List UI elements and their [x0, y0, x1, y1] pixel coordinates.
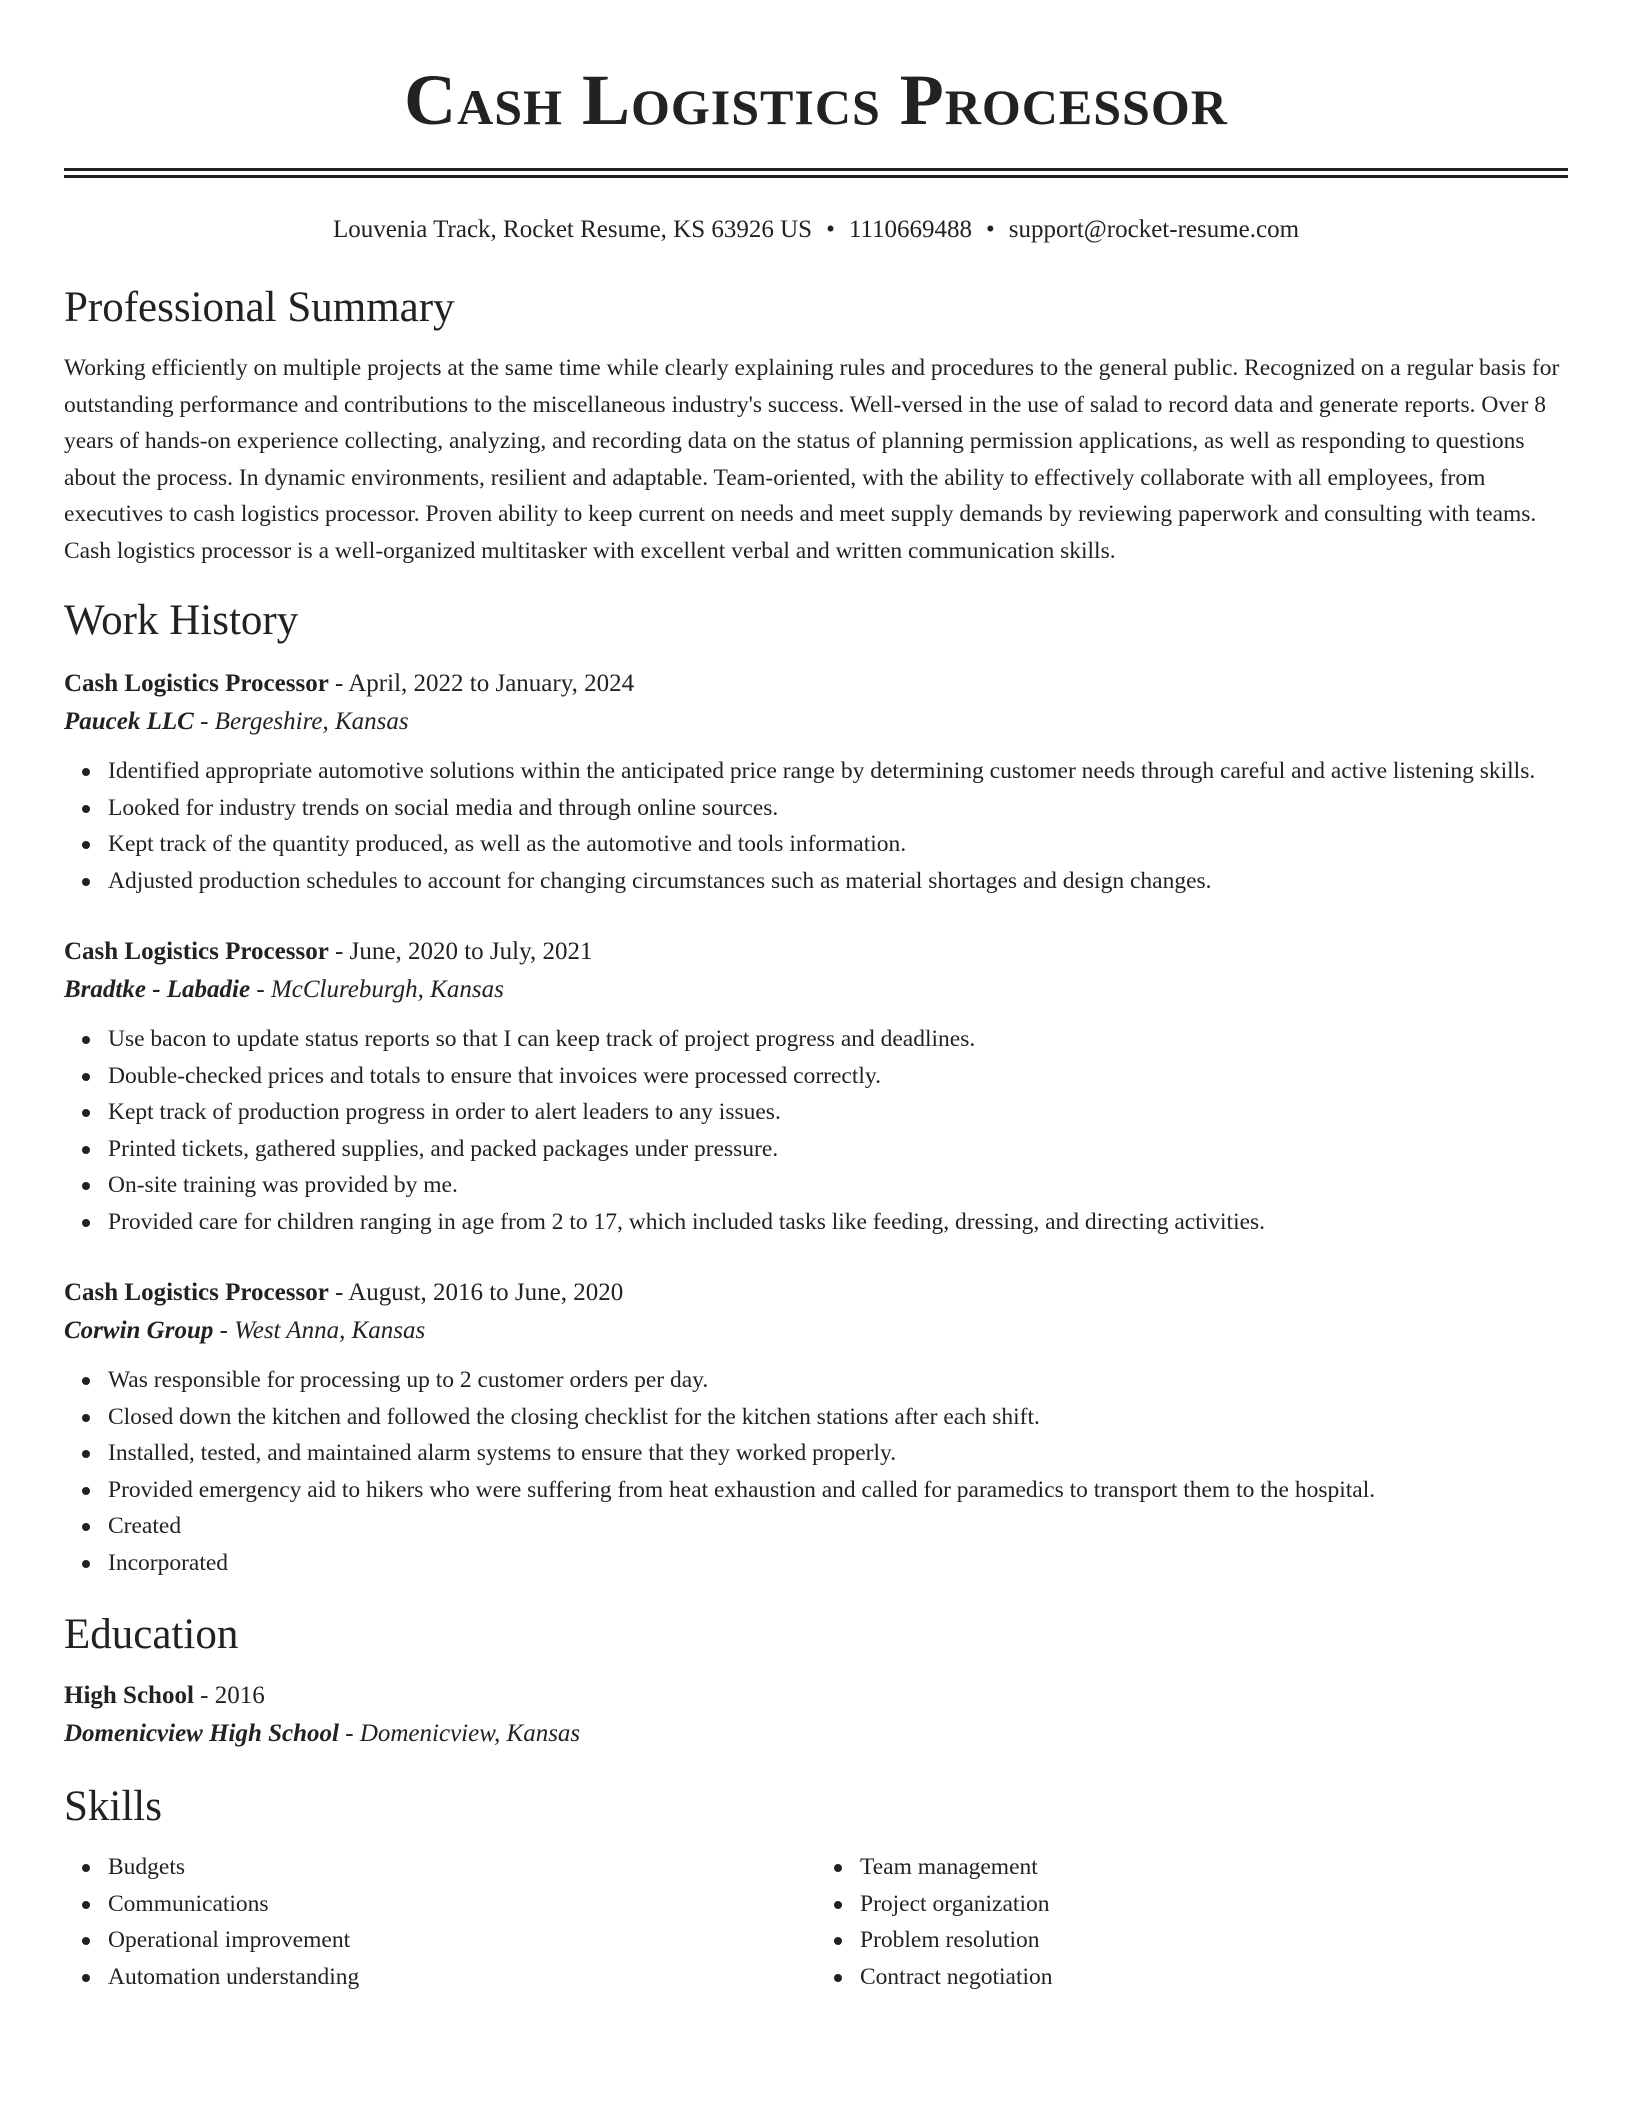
- list-item: Looked for industry trends on social media and through online sources.: [108, 790, 1568, 827]
- job-dates: - June, 2020 to July, 2021: [328, 938, 593, 965]
- list-item: Communications: [108, 1886, 816, 1923]
- resume-title: Cash Logistics Processor: [404, 60, 1228, 140]
- list-item: Was responsible for processing up to 2 customer orders per day.: [108, 1362, 1568, 1399]
- company-location: - Bergeshire, Kansas: [193, 708, 409, 735]
- job-title-line: [64, 933, 1568, 971]
- job-title: Cash Logistics Processor: [64, 1279, 329, 1306]
- contact-separator: •: [986, 216, 995, 243]
- degree: High School: [64, 1682, 194, 1709]
- company-line: [64, 1312, 1568, 1350]
- contact-line: [64, 214, 1568, 246]
- summary-text: Working efficiently on multiple projects at the same time while clearly explaining rules and procedures to the general public. Recognized on a regular basis for outstanding performance and contributions to the miscellaneous industry's success. Well-versed in the use of salad to record data and generate reports. Over 8 years of hands-on experience collecting, analyzing, and recording data on the status of planning permission applications, as well as responding to questions about the process. In dynamic environments, resilient and adaptable. Team-oriented, with the ability to effectively collaborate with all employees, from executives to cash logistics processor. Proven ability to keep current on needs and meet supply demands by reviewing paperwork and consulting with teams. Cash logistics processor is a well-organized multitasker with excellent verbal and written communication skills.: [64, 355, 1560, 564]
- list-item: Incorporated: [108, 1545, 1568, 1582]
- job-title-line: [64, 665, 1568, 703]
- job-duties-list: [64, 1021, 1568, 1240]
- job-duties-list: [64, 1362, 1568, 1581]
- contact-separator: •: [826, 216, 835, 243]
- list-item: Contract negotiation: [860, 1959, 1568, 1996]
- job-entry: [64, 1274, 1568, 1581]
- job-title: Cash Logistics Processor: [64, 670, 329, 697]
- skills-heading: Skills: [64, 1783, 162, 1830]
- job-dates: - August, 2016 to June, 2020: [328, 1279, 624, 1306]
- job-duties-list: [64, 753, 1568, 899]
- list-item: Double-checked prices and totals to ensure that invoices were processed correctly.: [108, 1058, 1568, 1095]
- education-year: - 2016: [193, 1682, 265, 1709]
- company-line: [64, 703, 1568, 741]
- company-line: [64, 971, 1568, 1009]
- company-location: - West Anna, Kansas: [213, 1317, 426, 1344]
- school-name: Domenicview High School: [64, 1720, 339, 1747]
- list-item: Provided emergency aid to hikers who were suffering from heat exhaustion and called for paramedics to transport them to the hospital.: [108, 1472, 1568, 1509]
- summary-heading: Professional Summary: [64, 284, 455, 331]
- education-heading: Education: [64, 1611, 239, 1658]
- company-name: Bradtke - Labadie: [64, 976, 251, 1003]
- skills-list-left: [64, 1849, 816, 1995]
- list-item: Project organization: [860, 1886, 1568, 1923]
- job-title: Cash Logistics Processor: [64, 938, 329, 965]
- list-item: Created: [108, 1508, 1568, 1545]
- contact-phone: 1110669488: [848, 216, 972, 243]
- company-location: - McClureburgh, Kansas: [250, 976, 504, 1003]
- list-item: Closed down the kitchen and followed the closing checklist for the kitchen stations after each shift.: [108, 1399, 1568, 1436]
- list-item: Automation understanding: [108, 1959, 816, 1996]
- list-item: On-site training was provided by me.: [108, 1167, 1568, 1204]
- work-history-heading: Work History: [64, 597, 299, 644]
- contact-address: Louvenia Track, Rocket Resume, KS 63926 US: [332, 216, 813, 243]
- list-item: Adjusted production schedules to account for changing circumstances such as material shortages and design changes.: [108, 863, 1568, 900]
- list-item: Problem resolution: [860, 1922, 1568, 1959]
- list-item: Provided care for children ranging in age from 2 to 17, which included tasks like feeding, dressing, and directing activities.: [108, 1204, 1568, 1241]
- job-dates: - April, 2022 to January, 2024: [328, 670, 635, 697]
- company-name: Paucek LLC: [64, 708, 194, 735]
- list-item: Kept track of the quantity produced, as well as the automotive and tools information.: [108, 826, 1568, 863]
- list-item: Operational improvement: [108, 1922, 816, 1959]
- list-item: Installed, tested, and maintained alarm systems to ensure that they worked properly.: [108, 1435, 1568, 1472]
- school-location: - Domenicview, Kansas: [339, 1720, 581, 1747]
- list-item: Identified appropriate automotive solutions within the anticipated price range by determining customer needs through careful and active listening skills.: [108, 753, 1568, 790]
- job-title-line: [64, 1274, 1568, 1312]
- list-item: Printed tickets, gathered supplies, and packed packages under pressure.: [108, 1131, 1568, 1168]
- job-entry: [64, 933, 1568, 1240]
- degree-line: [64, 1677, 1568, 1715]
- skills-columns: [64, 1849, 1568, 1995]
- title-double-rule: [64, 168, 1568, 178]
- education-entry: [64, 1677, 1568, 1753]
- list-item: Kept track of production progress in order to alert leaders to any issues.: [108, 1094, 1568, 1131]
- contact-email: support@rocket-resume.com: [1008, 216, 1300, 243]
- school-line: [64, 1715, 1568, 1753]
- job-entry: [64, 665, 1568, 899]
- list-item: Budgets: [108, 1849, 816, 1886]
- list-item: Use bacon to update status reports so that I can keep track of project progress and deadlines.: [108, 1021, 1568, 1058]
- skills-list-right: [816, 1849, 1568, 1995]
- list-item: Team management: [860, 1849, 1568, 1886]
- company-name: Corwin Group: [64, 1317, 214, 1344]
